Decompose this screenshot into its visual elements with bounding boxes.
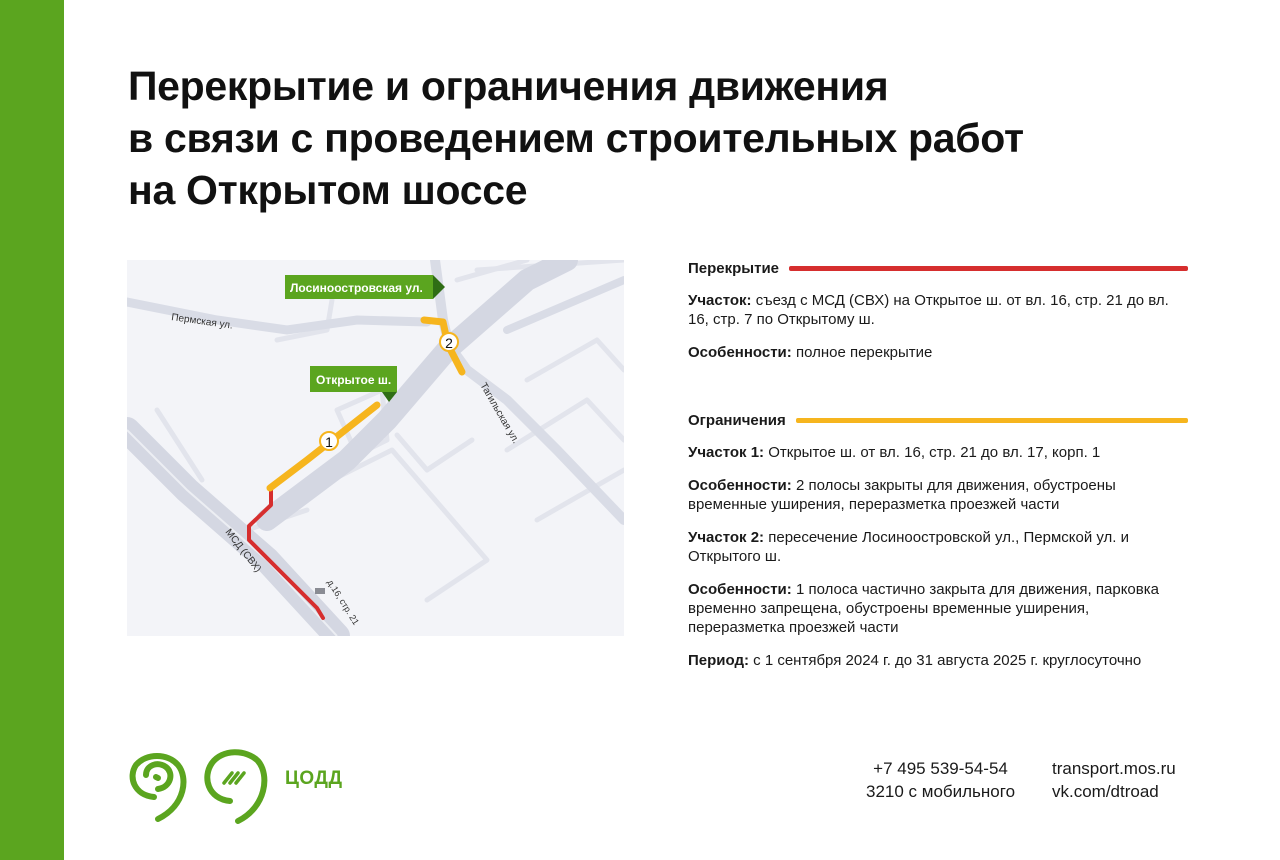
closure-features-label: Особенности: <box>688 344 792 361</box>
closure-line <box>789 266 1188 271</box>
brand-name: ЦОДД <box>285 768 343 789</box>
section-1-text: Открытое ш. от вл. 16, стр. 21 до вл. 17, корп. 1 <box>764 444 1101 461</box>
label-otkrytoe: Открытое ш. <box>316 373 392 387</box>
contact-links <box>1052 757 1176 803</box>
page-title <box>128 60 1188 216</box>
legend-restrictions <box>688 411 1188 670</box>
phone-number[interactable]: +7 495 539-54-54 <box>873 759 1008 778</box>
contact-phone <box>866 757 1015 803</box>
period <box>688 651 1188 670</box>
section-1-label: Участок 1: <box>688 444 765 461</box>
footer-logos <box>126 745 276 825</box>
title-line-3: на Открытом шоссе <box>128 167 528 213</box>
closure-section-label: Участок: <box>688 292 752 309</box>
site-link[interactable]: transport.mos.ru <box>1052 759 1176 778</box>
map-canvas <box>127 260 624 636</box>
phone-mobile: 3210 с мобильного <box>866 782 1016 801</box>
restrictions-heading <box>688 411 1188 429</box>
moscow-transport-logo-icon <box>133 756 184 819</box>
closure-section <box>688 291 1188 329</box>
title-line-1: Перекрытие и ограничения движения <box>128 63 889 109</box>
legend-closure <box>688 259 1188 362</box>
period-label: Период: <box>688 652 749 669</box>
closure-features <box>688 343 1188 362</box>
section-2 <box>688 528 1188 566</box>
building-marker <box>315 588 325 594</box>
period-text: с 1 сентября 2024 г. до 31 августа 2025 г. круглосуточно <box>749 652 1142 669</box>
label-losinoostrovskaya: Лосиноостровская ул. <box>290 281 423 295</box>
section-1-features <box>688 476 1188 514</box>
section-2-features-text: 1 полоса частично закрыта для движения, парковка временно запрещена, обустроены временные уширения, переразметка проезжей части <box>688 581 1159 636</box>
restrictions-heading-label: Ограничения <box>688 411 786 429</box>
section-2-features-label: Особенности: <box>688 581 792 598</box>
title-line-2: в связи с проведением строительных работ <box>128 115 1024 161</box>
section-2-label: Участок 2: <box>688 529 765 546</box>
codd-logo-icon <box>207 752 264 821</box>
section-2-features <box>688 580 1188 637</box>
left-accent-bar <box>0 0 64 860</box>
callout-losinoostrovskaya <box>285 275 445 299</box>
closure-heading-label: Перекрытие <box>688 259 780 277</box>
marker-1-label: 1 <box>325 434 333 450</box>
marker-2-label: 2 <box>445 335 453 351</box>
closure-section-text: съезд с МСД (СВХ) на Открытое ш. от вл. 16, стр. 21 до вл. 16, стр. 7 по Открытому ш. <box>688 292 1169 328</box>
label-permskaya: Пермская ул. <box>170 312 234 332</box>
label-tagilskaya: Тагильская ул. <box>477 381 522 446</box>
section-1-features-text: 2 полосы закрыты для движения, обустроены временные уширения, переразметка проезжей части <box>688 477 1116 513</box>
section-1-features-label: Особенности: <box>688 477 792 494</box>
closure-heading <box>688 259 1188 277</box>
restrictions-line <box>796 418 1188 423</box>
section-1 <box>688 443 1188 462</box>
section-2-text: пересечение Лосиноостровской ул., Пермской ул. и Открытого ш. <box>688 529 1130 565</box>
vk-link[interactable]: vk.com/dtroad <box>1052 782 1159 801</box>
label-msd: МСД (СВХ) <box>222 527 264 575</box>
label-building: д.16, стр. 21 <box>325 577 362 627</box>
closure-features-text: полное перекрытие <box>791 344 933 361</box>
route-map <box>127 260 624 636</box>
